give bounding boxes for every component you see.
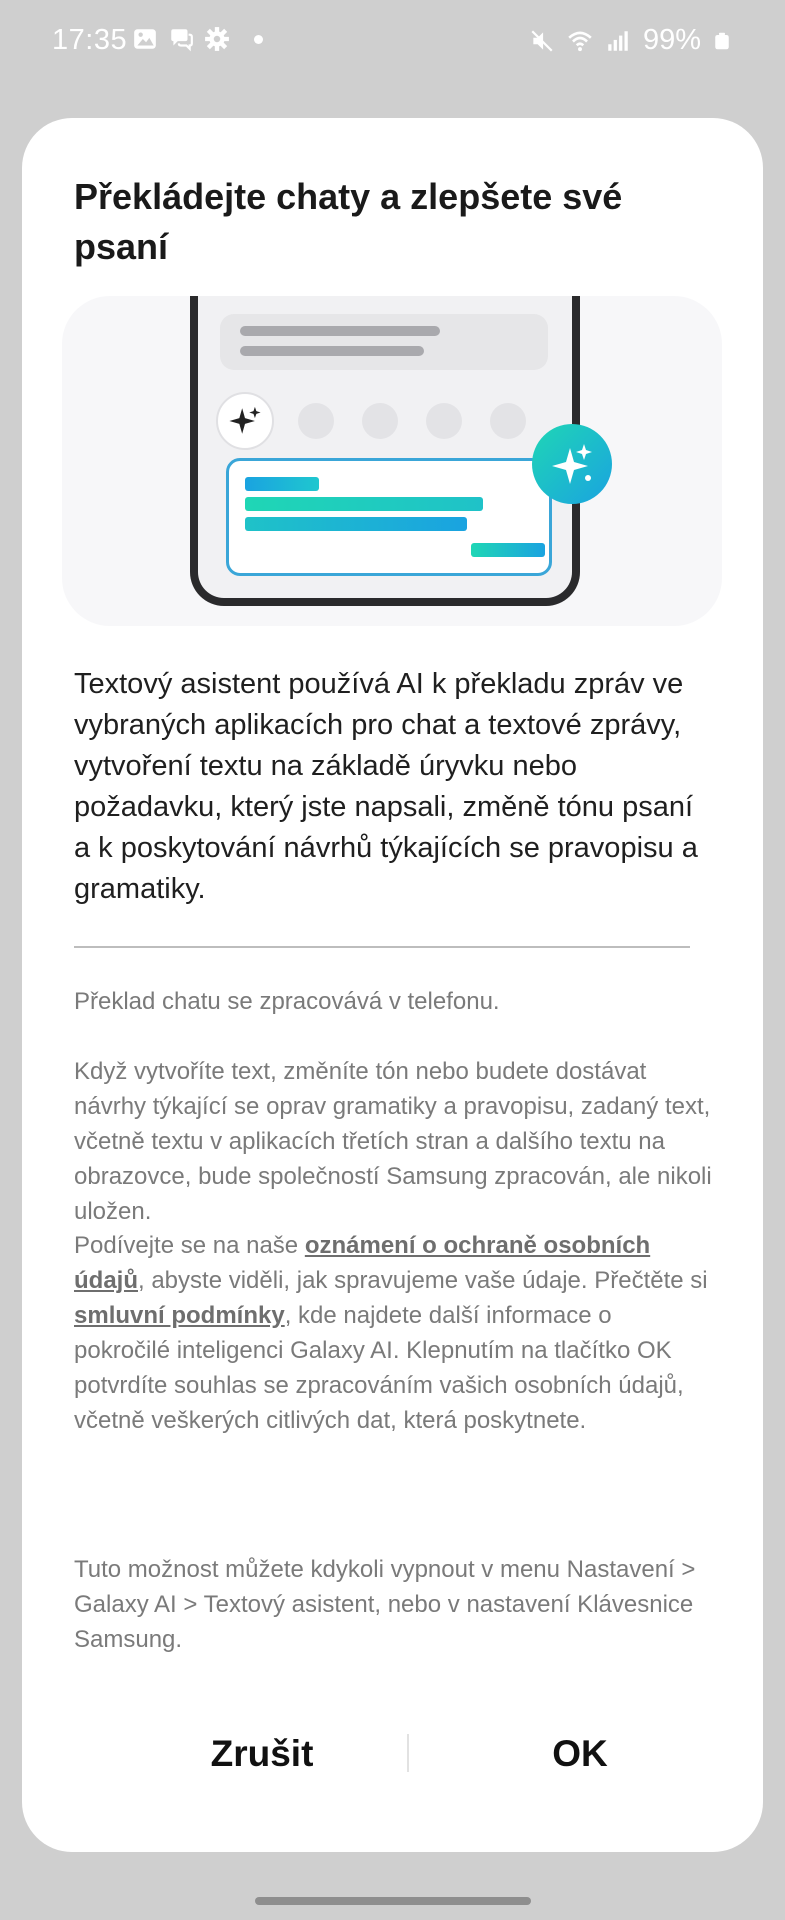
gallery-icon: [132, 26, 158, 52]
on-device-note: Překlad chatu se zpracovává v telefonu.: [74, 988, 500, 1015]
ok-button[interactable]: OK: [420, 1714, 740, 1794]
privacy-note-suffix: , kde najdete další informace o pokročilé inteligenci Galaxy AI. Klepnutím na tlačítko OK potvrdíte souhlas se zpracováním vašich osobních údajů, včetně veškerých citlivých dat, která poskytnete.: [74, 1302, 684, 1434]
feature-description: Textový asistent používá AI k překladu zpráv ve vybraných aplikacích pro chat a textové zprávy, vytvoření textu na základě úryvku nebo požadavku, který jste napsali, změně tónu psaní a k poskytování návrhů týkajících se pravopisu a gramatiky.: [74, 668, 698, 905]
writing-assist-illustration: [62, 296, 722, 626]
privacy-notice-link[interactable]: oznámení o ochraně osobních údajů: [74, 1232, 651, 1294]
sparkle-icon: [216, 392, 274, 450]
battery-percent: 99%: [642, 24, 701, 56]
galaxy-ai-sparkle-icon: [532, 424, 612, 504]
button-separator: [407, 1734, 409, 1772]
chat-icon: [168, 26, 194, 52]
text-field-illustration: [226, 458, 552, 576]
dialog-title: Překládejte chaty a zlepšete své psaní: [74, 176, 623, 267]
phone-illustration: [190, 296, 580, 606]
system-icons: [529, 24, 731, 57]
message-bubble-illustration: [220, 314, 548, 370]
notification-icons: [132, 26, 263, 52]
home-gesture-bar[interactable]: [255, 1897, 531, 1905]
status-time: 17:35: [52, 24, 128, 56]
privacy-note-middle: , abyste viděli, jak spravujeme vaše údaje. Přečtěte si: [138, 1267, 708, 1294]
more-notifications-dot: [254, 35, 263, 44]
divider: [74, 946, 690, 948]
privacy-note-prefix: Podívejte se na naše: [74, 1232, 305, 1259]
signal-icon: [605, 28, 631, 54]
consent-dialog: [22, 118, 763, 1852]
battery-icon: [713, 28, 731, 54]
wifi-icon: [567, 28, 593, 54]
dialog-buttons: [22, 1714, 763, 1794]
processing-note: Když vytvoříte text, změníte tón nebo budete dostávat návrhy týkající se oprav gramatiky a pravopisu, zadaný text, včetně textu v aplikacích třetích stran a dalšího textu na obrazovce, bude společností Samsung zpracován, ale nikoli uložen.: [74, 1058, 712, 1225]
terms-link[interactable]: smluvní podmínky: [74, 1302, 285, 1329]
toolbar-illustration: [216, 392, 526, 450]
cancel-button[interactable]: Zrušit: [102, 1714, 422, 1794]
gear-icon: [204, 26, 230, 52]
privacy-terms-note: [74, 1228, 714, 1438]
turn-off-note: Tuto možnost můžete kdykoli vypnout v menu Nastavení > Galaxy AI > Textový asistent, nebo v nastavení Klávesnice Samsung.: [74, 1556, 696, 1653]
mute-vibrate-icon: [529, 28, 555, 54]
status-bar: [0, 0, 785, 84]
